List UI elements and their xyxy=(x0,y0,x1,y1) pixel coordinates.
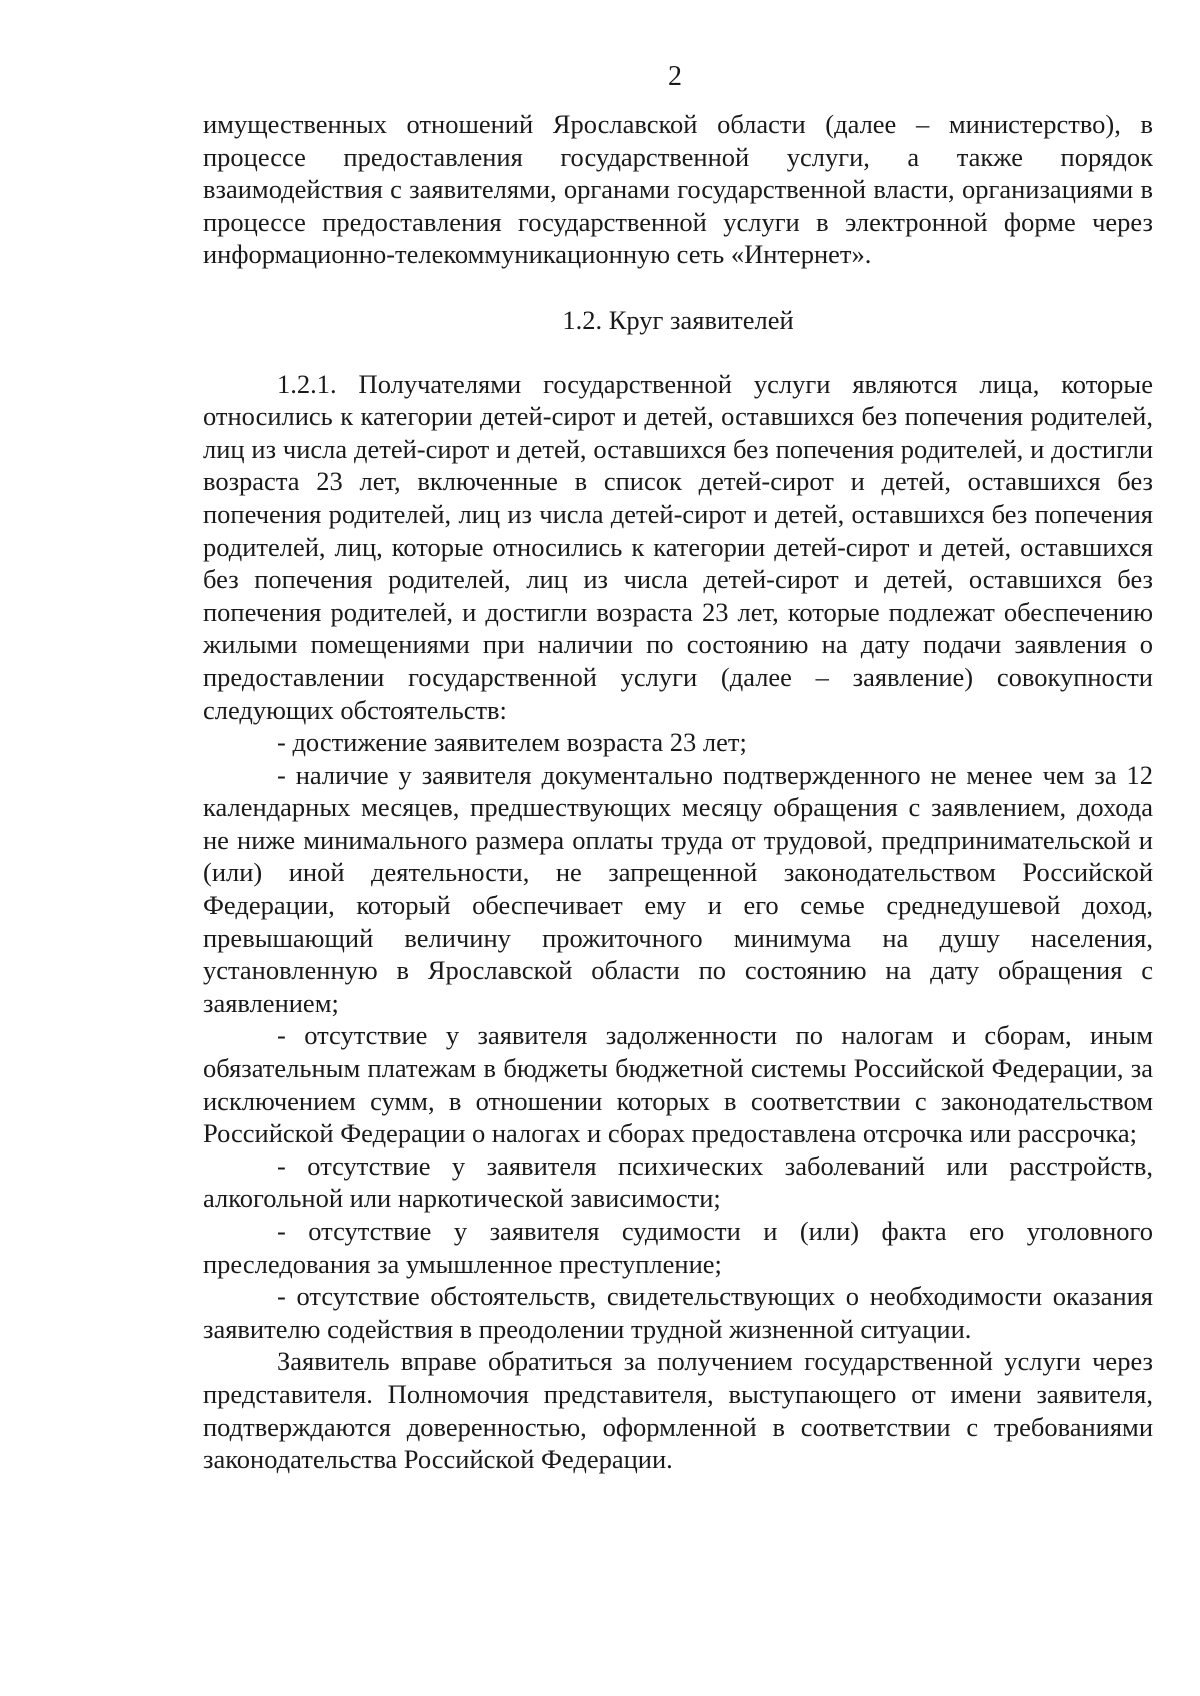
closing-paragraph: Заявитель вправе обратиться за получением государственной услуги через представителя. Полномочия представителя, выступающего от имени заявителя, подтверждаются доверенностью, оформленной в соответствии с требованиями законодательства Российской Федерации. xyxy=(203,1346,1153,1475)
list-item-age: - достижение заявителем возраста 23 лет; xyxy=(277,727,747,758)
page-number: 2 xyxy=(668,61,682,92)
intro-paragraph: имущественных отношений Ярославской области (далее – министерство), в процессе предоставления государственной услуги, а также порядок взаимодействия с заявителями, органами государственной власти, организациями в процессе предоставления государственной услуги в электронной форме через информационно-телекоммуникационную сеть «Интернет». xyxy=(203,109,1153,270)
list-item-criminal-record: - отсутствие у заявителя судимости и (или) факта его уголовного преследования за умышленное преступление; xyxy=(203,1216,1153,1279)
paragraph-1-2-1: 1.2.1. Получателями государственной услуги являются лица, которые относились к категории детей-сирот и детей, оставшихся без попечения родителей, лиц из числа детей-сирот и детей, оставшихся без попечения родителей, и достигли возраста 23 лет, включенные в список детей-сирот и детей, оставшихся без попечения родителей, лиц из числа детей-сирот и детей, оставшихся без попечения родителей, лиц, которые относились к категории детей-сирот и детей, оставшихся без попечения родителей, лиц из числа детей-сирот и детей, оставшихся без попечения родителей, и достигли возраста 23 лет, которые подлежат обеспечению жилыми помещениями при наличии по состоянию на дату подачи заявления о предоставлении государственной услуги (далее – заявление) совокупности следующих обстоятельств: xyxy=(203,368,1153,725)
list-item-mental-health: - отсутствие у заявителя психических заболеваний или расстройств, алкогольной или наркотической зависимости; xyxy=(203,1150,1153,1214)
list-item-income: - наличие у заявителя документально подтвержденного не менее чем за 12 календарных месяцев, предшествующих месяцу обращения с заявлением, дохода не ниже минимального размера оплаты труда от трудовой, предпринимательской и (или) иной деятельности, не запрещенной законодательством Российской Федерации, который обеспечивает ему и его семье среднедушевой доход, превышающий величину прожиточного минимума на душу населения, установленную в Ярославской области по состоянию на дату обращения с заявлением; xyxy=(203,759,1153,1018)
document-body xyxy=(203,108,1153,1476)
list-item-hardship: - отсутствие обстоятельств, свидетельствующих о необходимости оказания заявителю содействия в преодолении трудной жизненной ситуации. xyxy=(203,1281,1153,1344)
list-item-tax-debt: - отсутствие у заявителя задолженности по налогам и сборам, иным обязательным платежам в бюджеты бюджетной системы Российской Федерации, за исключением сумм, в отношении которых в соответствии с законодательством Российской Федерации о налогах и сборах предоставлена отсрочка или рассрочка; xyxy=(203,1020,1153,1149)
section-heading: 1.2. Круг заявителей xyxy=(562,304,794,335)
